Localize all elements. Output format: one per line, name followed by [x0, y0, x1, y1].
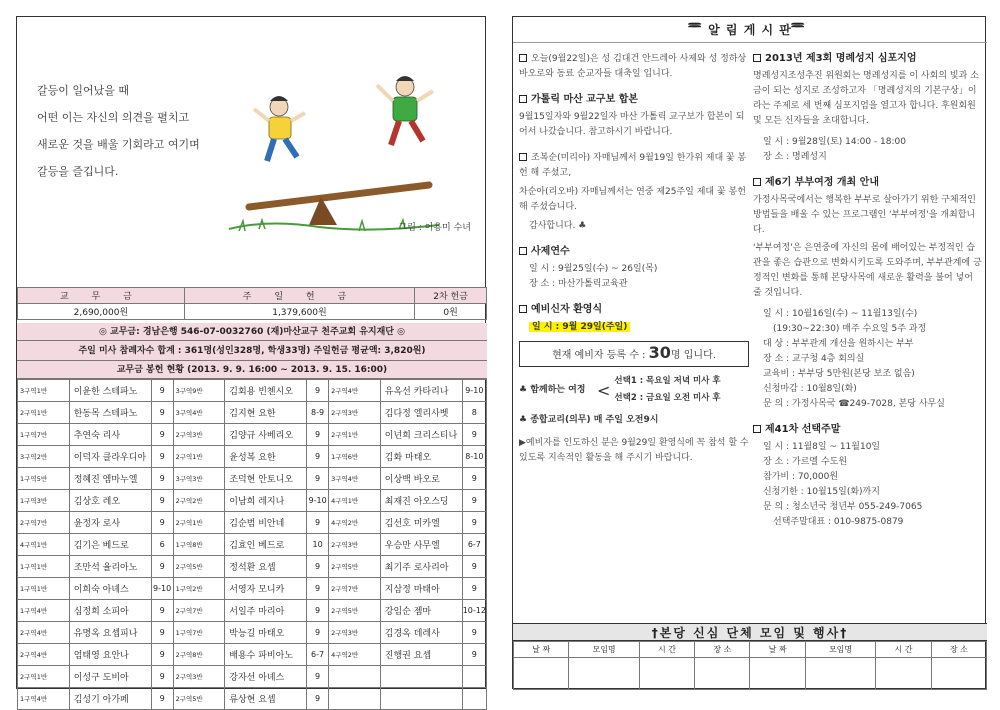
poem-line: 어떤 이는 자신의 의견을 펼치고 [37, 111, 190, 124]
count-number: 30 [648, 343, 671, 362]
district-cell: 2구역1반 [18, 666, 70, 688]
month-cell: 10-12 [462, 600, 486, 622]
name-cell: 강임순 젬마 [380, 600, 462, 622]
district-cell [329, 666, 381, 688]
events-cell [805, 658, 875, 690]
name-cell: 김기은 베드로 [69, 534, 151, 556]
name-cell: 최기주 로사리아 [380, 556, 462, 578]
name-cell: 김양규 사베리오 [225, 424, 307, 446]
notice-title: 예비신자 환영식 [531, 304, 603, 315]
district-cell: 2구역1반 [329, 424, 381, 446]
district-cell: 3구역2반 [18, 446, 70, 468]
name-cell: 김다정 엘리사벳 [380, 402, 462, 424]
notice-bulletin [519, 92, 749, 140]
name-cell: 정혜진 엠마누엘 [69, 468, 151, 490]
month-cell: 9 [307, 446, 329, 468]
district-cell: 1구역7반 [173, 622, 225, 644]
month-cell: 9 [307, 688, 329, 710]
events-header: 모임명 [805, 642, 875, 658]
name-cell: 배용수 파비아노 [225, 644, 307, 666]
offering-header: 교 무 금 [18, 288, 185, 304]
notice-text: 조복순(미리아) 자매님께서 9월19일 한가위 제대 꽃 봉헌 해 주셨고, [519, 153, 747, 178]
offering-table [17, 287, 487, 320]
notice-line: 장 소 : 마산가톨릭교육관 [529, 279, 628, 289]
name-cell: 박능길 마태오 [225, 622, 307, 644]
offering-value: 0원 [415, 304, 487, 320]
month-cell: 9 [307, 512, 329, 534]
notice-couples [753, 175, 983, 412]
name-cell: 윤성복 요한 [225, 446, 307, 468]
events-cell [876, 658, 931, 690]
month-cell: 9 [462, 556, 486, 578]
catechumen-count-box [519, 341, 749, 367]
name-cell: 김지현 요한 [225, 402, 307, 424]
contribution-period-line: 교무금 봉헌 현황 (2013. 9. 9. 16:00 ~ 2013. 9. 15. 16:00) [17, 361, 487, 379]
table-row [18, 556, 487, 578]
right-page [512, 16, 986, 689]
month-cell: 9 [151, 556, 173, 578]
events-header: 시 간 [876, 642, 931, 658]
notice-title: 2013년 제3회 명례성지 심포지엄 [765, 53, 917, 64]
name-cell: 강자선 아녜스 [225, 666, 307, 688]
events-cell [639, 658, 694, 690]
month-cell: 9-10 [151, 578, 173, 600]
district-cell: 1구역6반 [329, 446, 381, 468]
notice-line: 일 시 : 10월16일(수) ~ 11월13일(수) [763, 309, 918, 319]
month-cell: 9 [151, 512, 173, 534]
district-cell: 2구역5반 [173, 688, 225, 710]
notice-text: 9월15일자와 9월22일자 마산 가톨릭 교구보가 합본이 되어서 나갔습니다. 참고하시기 바랍니다. [519, 112, 745, 137]
events-cell [931, 658, 986, 690]
table-row [18, 446, 487, 468]
month-cell: 6-7 [307, 644, 329, 666]
name-cell: 우승만 사무엘 [380, 534, 462, 556]
district-cell: 3구역1반 [18, 380, 70, 402]
notice-title: 가톨릭 마산 교구보 합본 [531, 94, 639, 105]
name-cell: 추연숙 리사 [69, 424, 151, 446]
count-prefix: 현재 예비자 등록 수 : [552, 350, 649, 361]
poem-line: 새로운 것을 배울 기회라고 여기며 [37, 138, 200, 151]
notice-text: 차순아(리오바) 자매님께서는 연중 제25주일 제대 꽃 봉헌 해 주셨습니다. [519, 187, 746, 212]
highlighted-date: 일 시 : 9월 29일(주일) [529, 322, 630, 332]
district-cell: 2구역5반 [329, 556, 381, 578]
month-cell: 9 [462, 490, 486, 512]
notice-weekend [753, 422, 983, 530]
notice-text: 가정사목국에서는 행복한 부부로 살아가기 위한 구체적인 방법들을 배울 수 있는 프로그램인 '부부여정'을 개최합니다. [753, 195, 976, 235]
name-cell: 이윤한 스테파노 [69, 380, 151, 402]
name-cell: 김상호 레오 [69, 490, 151, 512]
square-bullet-icon [519, 95, 527, 103]
month-cell: 9 [151, 490, 173, 512]
name-cell: 김회용 빈첸시오 [225, 380, 307, 402]
month-cell: 9-10 [462, 380, 486, 402]
district-cell: 2구역3반 [173, 424, 225, 446]
month-cell: 9 [151, 424, 173, 446]
month-cell: 8 [462, 402, 486, 424]
district-cell: 2구역7반 [329, 578, 381, 600]
catechism-line: ♣ 종합교리(의무) 매 주일 오전9시 [519, 415, 659, 425]
name-cell: 이덕자 클라우디아 [69, 446, 151, 468]
name-cell: 이남희 레지나 [225, 490, 307, 512]
events-table [513, 641, 987, 690]
month-cell: 8-10 [462, 446, 486, 468]
district-cell: 2구역5반 [329, 600, 381, 622]
notice-text: '부부여정'은 은연중에 자신의 몸에 배어있는 부정적인 습관을 좋은 습관으로 변화시키도록 도와주며, 부부관계에 긍정적인 변화를 통해 본당사목에 새로운 활력을 불어 넣어 줄 것입니다. [753, 243, 982, 298]
month-cell: 9-10 [307, 490, 329, 512]
events-header: 날 짜 [750, 642, 805, 658]
notice-flowers [519, 150, 749, 234]
notice-line: 문 의 : 청소년국 청년부 055-249-7065 [763, 502, 923, 512]
district-cell: 2구역4반 [329, 380, 381, 402]
table-row [18, 380, 487, 402]
month-cell: 9 [307, 424, 329, 446]
district-cell: 1구역4반 [18, 600, 70, 622]
district-cell: 2구역1반 [173, 512, 225, 534]
name-cell [380, 666, 462, 688]
events-header: 시 간 [639, 642, 694, 658]
name-cell: 심정희 소피아 [69, 600, 151, 622]
district-cell: 1구역7반 [18, 424, 70, 446]
notice-catechumen [519, 302, 749, 466]
square-bullet-icon [753, 425, 761, 433]
name-cell: 엄태영 요안나 [69, 644, 151, 666]
events-header: 장 소 [931, 642, 986, 658]
square-bullet-icon [519, 153, 527, 161]
name-cell: 이넌희 크리스티나 [380, 424, 462, 446]
notice-text: 감사합니다. ♣ [529, 221, 587, 231]
offering-value: 2,690,000원 [18, 304, 185, 320]
district-cell: 4구역1반 [329, 490, 381, 512]
district-cell: 2구역7반 [18, 512, 70, 534]
district-cell: 4구역2반 [329, 644, 381, 666]
square-bullet-icon [753, 178, 761, 186]
square-bullet-icon [519, 305, 527, 313]
notice-line: 장 소 : 교구청 4층 회의실 [763, 354, 865, 364]
name-cell: 유옥선 카타리나 [380, 380, 462, 402]
month-cell: 9 [151, 688, 173, 710]
notice-title: 제41차 선택주말 [765, 424, 841, 435]
square-bullet-icon [519, 247, 527, 255]
bank-account-line: ◎ 교무금: 경남은행 546-07-0032760 (재)마산교구 천주교회 유지재단 ◎ [17, 323, 487, 341]
district-cell: 3구역9반 [173, 380, 225, 402]
journey-label: ♣ 함께하는 여정 [519, 384, 586, 395]
name-cell: 조만석 율리아노 [69, 556, 151, 578]
month-cell: 9 [462, 622, 486, 644]
month-cell [462, 666, 486, 688]
district-cell: 2구역1반 [173, 446, 225, 468]
count-suffix: 명 입니다. [670, 350, 716, 361]
journey-options [519, 373, 749, 407]
month-cell: 8-9 [307, 402, 329, 424]
events-header: 날 짜 [514, 642, 569, 658]
district-cell: 2구역3반 [329, 622, 381, 644]
name-cell: 김선호 미카엘 [380, 512, 462, 534]
table-row [18, 578, 487, 600]
name-cell: 서일주 마리아 [225, 600, 307, 622]
table-row [18, 512, 487, 534]
poem-line: 갈등이 일어났을 때 [37, 84, 130, 97]
month-cell: 9 [307, 468, 329, 490]
brace-icon: < [597, 380, 611, 400]
offering-header: 2차 헌금 [415, 288, 487, 304]
notice-title: 사제연수 [531, 246, 570, 257]
notice-line: 장 소 : 명례성지 [763, 152, 827, 162]
district-cell: 2구역7반 [173, 600, 225, 622]
notice-text: 명례성지조성추진 위원회는 명례성지를 이 사회의 빛과 소금이 되는 성지로 조성하고자 「명례성지의 기본구상」이라는 주제로 세 번째 심포지엄을 열고자 합니다. 후원회원 및 모든 신자들을 초대합니다. [753, 71, 979, 126]
name-cell: 지삼정 마태아 [380, 578, 462, 600]
name-cell: 류상현 요셉 [225, 688, 307, 710]
notice-line: (19:30~22:30) 매주 수요일 5주 과정 [773, 324, 927, 334]
district-cell: 1구역1반 [18, 556, 70, 578]
table-row [18, 600, 487, 622]
month-cell: 6-7 [462, 534, 486, 556]
illustration-caption: 그림 : 이용미 수녀 [398, 223, 471, 233]
district-cell: 3구역3반 [173, 468, 225, 490]
district-cell: 2구역1반 [18, 402, 70, 424]
district-cell: 1구역2반 [173, 578, 225, 600]
table-row [18, 622, 487, 644]
name-cell: 윤정자 로사 [69, 512, 151, 534]
notice-text: ▶예비자를 인도하신 분은 9월29일 환영식에 꼭 참석 할 수 있도록 지속적인 활동을 해 주시기 바랍니다. [519, 438, 749, 463]
notice-line: 교육비 : 부부당 5만원(본당 보조 없음) [763, 369, 915, 379]
notice-line: 선택주말대표 : 010-9875-0879 [773, 517, 904, 527]
month-cell: 9 [151, 622, 173, 644]
month-cell: 9 [151, 600, 173, 622]
notice-line: 신청마감 : 10월8일(화) [763, 384, 857, 394]
contribution-table [17, 379, 487, 710]
month-cell: 9 [462, 512, 486, 534]
name-cell: 김경옥 데레사 [380, 622, 462, 644]
month-cell: 9 [462, 578, 486, 600]
name-cell: 서영자 모니카 [225, 578, 307, 600]
district-cell: 2구역5반 [173, 556, 225, 578]
seesaw-illustration [209, 57, 479, 242]
month-cell: 9 [151, 666, 173, 688]
notice-line: 일 시 : 11월8일 ~ 11월10일 [763, 442, 881, 452]
name-cell: 이상백 바오로 [380, 468, 462, 490]
notice-priest-training [519, 244, 749, 292]
notice-line: 일 시 : 9월25일(수) ~ 26일(목) [529, 264, 658, 274]
name-cell: 이성구 도비아 [69, 666, 151, 688]
name-cell: 김성기 아가페 [69, 688, 151, 710]
district-cell: 1구역3반 [18, 490, 70, 512]
district-cell: 2구역4반 [18, 644, 70, 666]
name-cell: 최재진 아오스딩 [380, 490, 462, 512]
name-cell: 한동목 스테파노 [69, 402, 151, 424]
notice-line: 대 상 : 부부관계 개선을 원하시는 부부 [763, 339, 914, 349]
district-cell: 2구역2반 [173, 490, 225, 512]
notice-line: 일 시 : 9월28일(토) 14:00 - 18:00 [763, 137, 906, 147]
month-cell: 9 [462, 468, 486, 490]
journey-option: 선택1 : 목요일 저녁 미사 후 [614, 376, 721, 386]
month-cell: 9 [307, 556, 329, 578]
district-cell: 2구역8반 [173, 644, 225, 666]
name-cell: 정석환 요셉 [225, 556, 307, 578]
name-cell: 이희숙 아녜스 [69, 578, 151, 600]
month-cell: 10 [307, 534, 329, 556]
name-cell: 진행권 요셉 [380, 644, 462, 666]
offering-value: 1,379,600원 [184, 304, 414, 320]
district-cell: 1구역5반 [18, 468, 70, 490]
month-cell: 9 [462, 644, 486, 666]
month-cell [462, 688, 486, 710]
table-row [18, 490, 487, 512]
month-cell: 9 [307, 578, 329, 600]
month-cell: 9 [307, 600, 329, 622]
events-cell [514, 658, 569, 690]
table-row [18, 468, 487, 490]
notice-text: 오늘(9월22일)은 성 김대건 안드레아 사제와 성 정하상 바오로와 동료 순교자들 대축일 입니다. [519, 54, 747, 79]
month-cell: 9 [462, 424, 486, 446]
name-cell: 조덕현 안토니오 [225, 468, 307, 490]
left-page [16, 16, 486, 705]
events-cell [569, 658, 639, 690]
notice-line: 참가비 : 70,000원 [763, 472, 839, 482]
mass-attendance-line: 주일 미사 참례자수 합계 : 361명(성인328명, 학생33명) 주일헌금 평균액: 3,820원) [17, 341, 487, 361]
table-row [18, 666, 487, 688]
square-bullet-icon [753, 54, 761, 62]
district-cell: 1구역4반 [18, 688, 70, 710]
month-cell: 9 [307, 666, 329, 688]
notice-column-left [519, 51, 749, 476]
table-row [18, 402, 487, 424]
events-header: 장 소 [695, 642, 750, 658]
month-cell: 9 [151, 468, 173, 490]
table-row [18, 644, 487, 666]
name-cell [380, 688, 462, 710]
notice-line: 장 소 : 가르멜 수도원 [763, 457, 848, 467]
table-row [18, 424, 487, 446]
district-cell: 1구역1반 [18, 578, 70, 600]
month-cell: 9 [151, 380, 173, 402]
events-cell [750, 658, 805, 690]
district-cell: 4구역2반 [329, 512, 381, 534]
name-cell: 유명옥 요셉피나 [69, 622, 151, 644]
month-cell: 9 [151, 402, 173, 424]
month-cell: 9 [151, 644, 173, 666]
district-cell: 2구역4반 [18, 622, 70, 644]
name-cell: 김효인 베드로 [225, 534, 307, 556]
district-cell [329, 688, 381, 710]
events-cell [695, 658, 750, 690]
month-cell: 9 [307, 380, 329, 402]
table-row [18, 534, 487, 556]
month-cell: 9 [151, 446, 173, 468]
district-cell: 2구역3반 [173, 666, 225, 688]
month-cell: 6 [151, 534, 173, 556]
name-cell: 김순범 비안네 [225, 512, 307, 534]
district-cell: 3구역4반 [173, 402, 225, 424]
month-cell: 9 [307, 622, 329, 644]
events-title: †본당 신심 단체 모임 및 행사† [513, 623, 987, 641]
district-cell: 3구역4반 [329, 468, 381, 490]
district-cell: 4구역1반 [18, 534, 70, 556]
name-cell: 김화 마태오 [380, 446, 462, 468]
table-row [18, 688, 487, 710]
district-cell: 2구역3반 [329, 534, 381, 556]
notice-line: 신청기한 : 10월15일(화)까지 [763, 487, 880, 497]
notice-feast [519, 51, 749, 82]
notice-column-right [753, 51, 983, 540]
offering-header: 주 일 헌 금 [184, 288, 414, 304]
poem [37, 77, 200, 185]
district-cell: 1구역8반 [173, 534, 225, 556]
district-cell: 2구역3반 [329, 402, 381, 424]
notice-title: 제6기 부부여정 개최 안내 [765, 177, 880, 188]
journey-option: 선택2 : 금요일 오전 미사 후 [614, 393, 721, 403]
notice-symposium [753, 51, 983, 165]
poem-line: 갈등을 즐깁니다. [37, 165, 119, 178]
notice-line: 문 의 : 가정사목국 ☎249-7028, 본당 사무실 [763, 399, 945, 409]
bulletin-board-title: ꩰꩰꩰꩰꩰꩰꩰꩰꩰ 알 림 게 시 판 ꩰꩰꩰꩰꩰꩰꩰꩰꩰ [513, 17, 987, 43]
square-bullet-icon [519, 54, 527, 62]
events-header: 모임명 [569, 642, 639, 658]
